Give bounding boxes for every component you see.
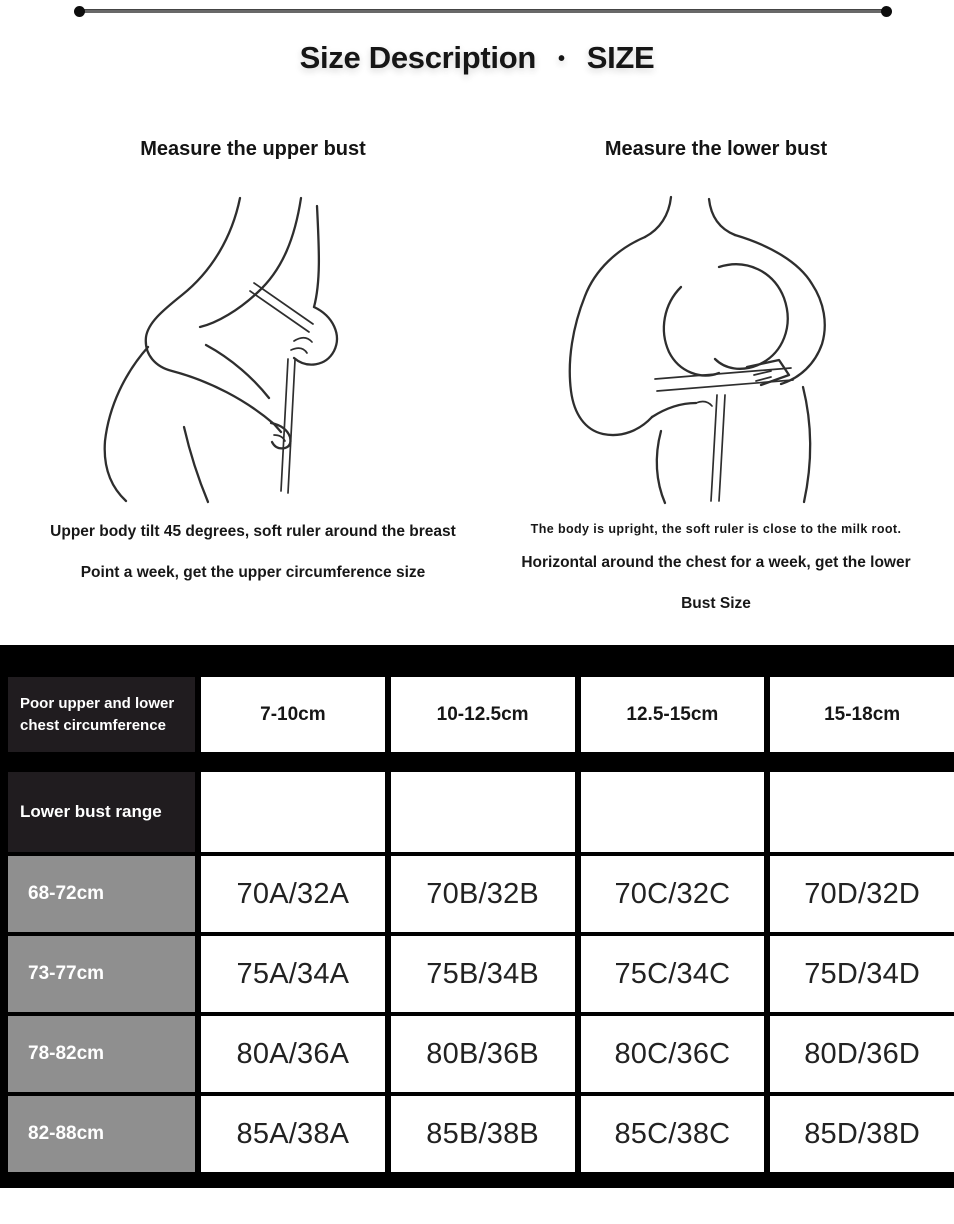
lower-bust-caption-small: The body is upright, the soft ruler is close to the milk root. — [530, 522, 902, 536]
subheader-label-cell: Lower bust range — [8, 772, 195, 852]
lower-bust-section — [486, 138, 946, 612]
lower-bust-figure — [486, 195, 946, 507]
row-label-cell: 68-72cm — [8, 856, 195, 932]
size-cell: 85C/38C — [581, 1096, 765, 1172]
table-subheader-row — [8, 772, 954, 852]
size-table — [0, 645, 954, 1188]
subheader-empty-cell — [770, 772, 954, 852]
header-label-cell: Poor upper and lower chest circumference — [8, 677, 195, 752]
upper-bust-caption-line2: Point a week, get the upper circumference size — [80, 564, 426, 582]
upper-bust-figure — [28, 195, 478, 507]
size-cell: 70C/32C — [581, 856, 765, 932]
subheader-empty-cell — [581, 772, 765, 852]
table-row — [8, 936, 954, 1012]
size-cell: 85B/38B — [391, 1096, 575, 1172]
woman-upright-line-drawing-icon — [551, 195, 881, 505]
page-title-main: Size Description — [299, 40, 536, 75]
lower-bust-caption-line1: Horizontal around the chest for a week, get the lower — [521, 553, 911, 571]
table-row — [8, 856, 954, 932]
page-title — [0, 40, 954, 76]
upper-bust-caption — [28, 523, 478, 581]
size-cell: 70D/32D — [770, 856, 954, 932]
row-label-cell: 78-82cm — [8, 1016, 195, 1092]
upper-bust-section — [28, 138, 478, 581]
subheader-empty-cell — [201, 772, 385, 852]
lower-bust-caption-line2: Bust Size — [681, 594, 751, 612]
size-cell: 75D/34D — [770, 936, 954, 1012]
lower-bust-heading: Measure the lower bust — [604, 138, 828, 160]
divider-end-dot-left — [74, 6, 85, 17]
size-cell: 80A/36A — [201, 1016, 385, 1092]
size-cell: 80B/36B — [391, 1016, 575, 1092]
size-cell: 80C/36C — [581, 1016, 765, 1092]
size-cell: 75A/34A — [201, 936, 385, 1012]
size-cell: 75C/34C — [581, 936, 765, 1012]
table-header-row — [8, 677, 954, 752]
header-col-3: 12.5-15cm — [581, 677, 765, 752]
size-cell: 75B/34B — [391, 936, 575, 1012]
size-cell: 85D/38D — [770, 1096, 954, 1172]
header-col-1: 7-10cm — [201, 677, 385, 752]
size-cell: 70A/32A — [201, 856, 385, 932]
header-col-2: 10-12.5cm — [391, 677, 575, 752]
size-cell: 80D/36D — [770, 1016, 954, 1092]
lower-bust-caption — [486, 523, 946, 612]
row-label-cell: 73-77cm — [8, 936, 195, 1012]
size-cell: 70B/32B — [391, 856, 575, 932]
header-col-4: 15-18cm — [770, 677, 954, 752]
upper-bust-caption-line1: Upper body tilt 45 degrees, soft ruler around the breast — [50, 523, 456, 540]
divider-end-dot-right — [881, 6, 892, 17]
size-cell: 85A/38A — [201, 1096, 385, 1172]
table-row — [8, 1016, 954, 1092]
table-row — [8, 1096, 954, 1172]
woman-leaning-line-drawing-icon — [88, 195, 418, 505]
title-bullet-separator: • — [557, 48, 565, 70]
row-label-cell: 82-88cm — [8, 1096, 195, 1172]
page-title-suffix: SIZE — [586, 40, 655, 75]
subheader-empty-cell — [391, 772, 575, 852]
upper-bust-heading: Measure the upper bust — [140, 138, 366, 160]
top-divider-rule — [80, 9, 886, 13]
